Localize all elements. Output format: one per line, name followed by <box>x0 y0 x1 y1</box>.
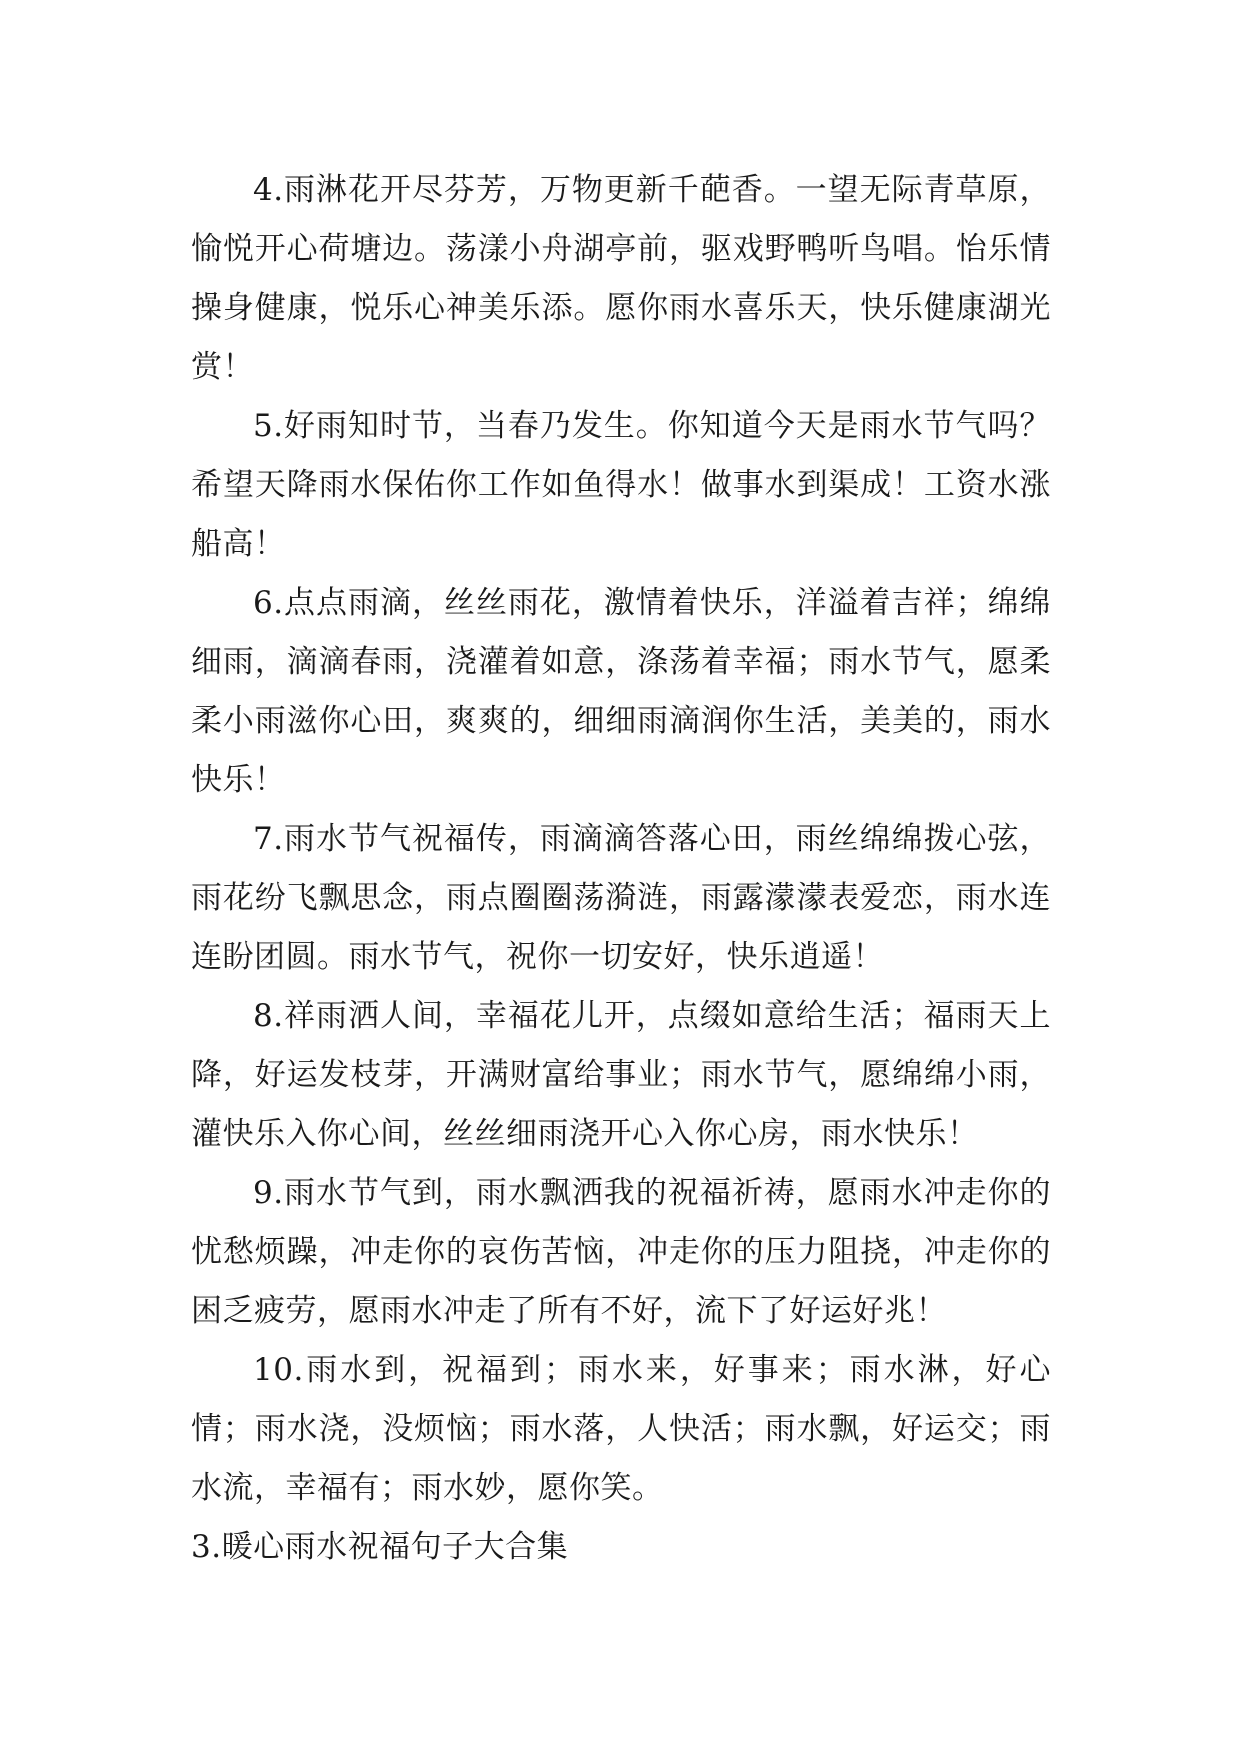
paragraph-item-6: 6.点点雨滴，丝丝雨花，激情着快乐，洋溢着吉祥；绵绵细雨，滴滴春雨，浇灌着如意，涤荡着幸福；雨水节气，愿柔柔小雨滋你心田，爽爽的，细细雨滴润你生活，美美的，雨水快乐！ <box>191 585 1051 798</box>
paragraph-item-5: 5.好雨知时节，当春乃发生。你知道今天是雨水节气吗？希望天降雨水保佑你工作如鱼得水！做事水到渠成！工资水涨船高！ <box>191 408 1051 562</box>
paragraph-item-7: 7.雨水节气祝福传，雨滴滴答落心田，雨丝绵绵拨心弦，雨花纷飞飘思念，雨点圈圈荡漪涟，雨露濛濛表爱恋，雨水连连盼团圆。雨水节气，祝你一切安好，快乐逍遥！ <box>191 821 1051 975</box>
section-heading: 3.暖心雨水祝福句子大合集 <box>191 1529 569 1565</box>
document-body <box>191 161 1051 1577</box>
paragraph-item-8: 8.祥雨洒人间，幸福花儿开，点缀如意给生活；福雨天上降，好运发枝芽，开满财富给事业；雨水节气，愿绵绵小雨，灌快乐入你心间，丝丝细雨浇开心入你心房，雨水快乐！ <box>191 998 1051 1152</box>
paragraph-item-9: 9.雨水节气到，雨水飘洒我的祝福祈祷，愿雨水冲走你的忧愁烦躁，冲走你的哀伤苦恼，冲走你的压力阻挠，冲走你的困乏疲劳，愿雨水冲走了所有不好，流下了好运好兆！ <box>191 1175 1051 1329</box>
paragraph-item-4: 4.雨淋花开尽芬芳，万物更新千葩香。一望无际青草原，愉悦开心荷塘边。荡漾小舟湖亭前，驱戏野鸭听鸟唱。怡乐情操身健康，悦乐心神美乐添。愿你雨水喜乐天，快乐健康湖光赏！ <box>191 172 1051 385</box>
paragraph-item-10: 10.雨水到，祝福到；雨水来，好事来；雨水淋，好心情；雨水浇，没烦恼；雨水落，人快活；雨水飘，好运交；雨水流，幸福有；雨水妙，愿你笑。 <box>191 1352 1051 1506</box>
